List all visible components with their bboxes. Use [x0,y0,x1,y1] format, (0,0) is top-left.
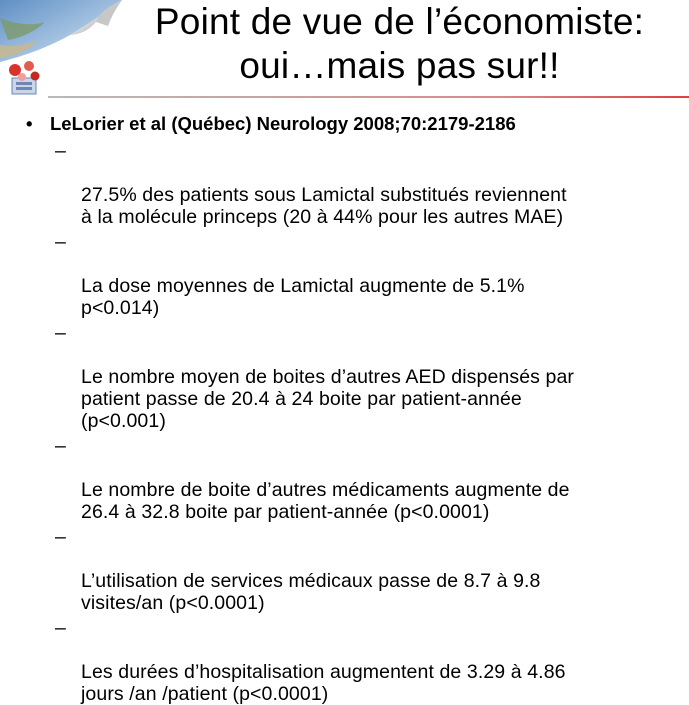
dash-icon: – [55,140,66,162]
sub-bullet [22,140,682,228]
molecule-logo-icon [5,58,43,98]
sub-bullet [22,617,682,705]
sub-bullet [22,435,682,523]
sub-bullet-text: Les durées d’hospitalisation augmentent de 3.29 à 4.86 jours /an /patient (p<0.0001) [81,661,566,705]
sub-bullet-list [22,140,682,705]
title-line-2: oui…mais pas sur!! [239,45,560,86]
sub-bullet-text: 27.5% des patients sous Lamictal substitués reviennent à la molécule princeps (20 à 44% pour les autres MAE) [81,184,567,228]
dash-icon: – [55,617,66,639]
sub-bullet-text: Le nombre moyen de boites d’autres AED dispensés par patient passe de 20.4 à 24 boite par patient-année (p<0.001) [81,366,574,432]
title-divider [48,96,689,98]
title-line-1: Point de vue de l’économiste: [154,1,645,42]
dash-icon: – [55,526,66,548]
sub-bullet-text: La dose moyennes de Lamictal augmente de 5.1% p<0.014) [81,275,525,319]
dash-icon: – [55,322,66,344]
main-bullet [22,112,682,136]
dash-icon: – [55,435,66,457]
sub-bullet [22,322,682,432]
dash-icon: – [55,231,66,253]
sub-bullet-text: Le nombre de boite d’autres médicaments augmente de 26.4 à 32.8 boite par patient-année (p<0.0001) [81,479,570,523]
sub-bullet [22,526,682,614]
bullet-icon: • [26,113,33,134]
main-bullet-text: LeLorier et al (Québec) Neurology 2008;70:2179-2186 [50,113,516,134]
sub-bullet-text: L’utilisation de services médicaux passe de 8.7 à 9.8 visites/an (p<0.0001) [81,570,541,614]
sub-bullet [22,231,682,319]
slide-content [22,112,682,705]
slide-title [110,0,689,88]
